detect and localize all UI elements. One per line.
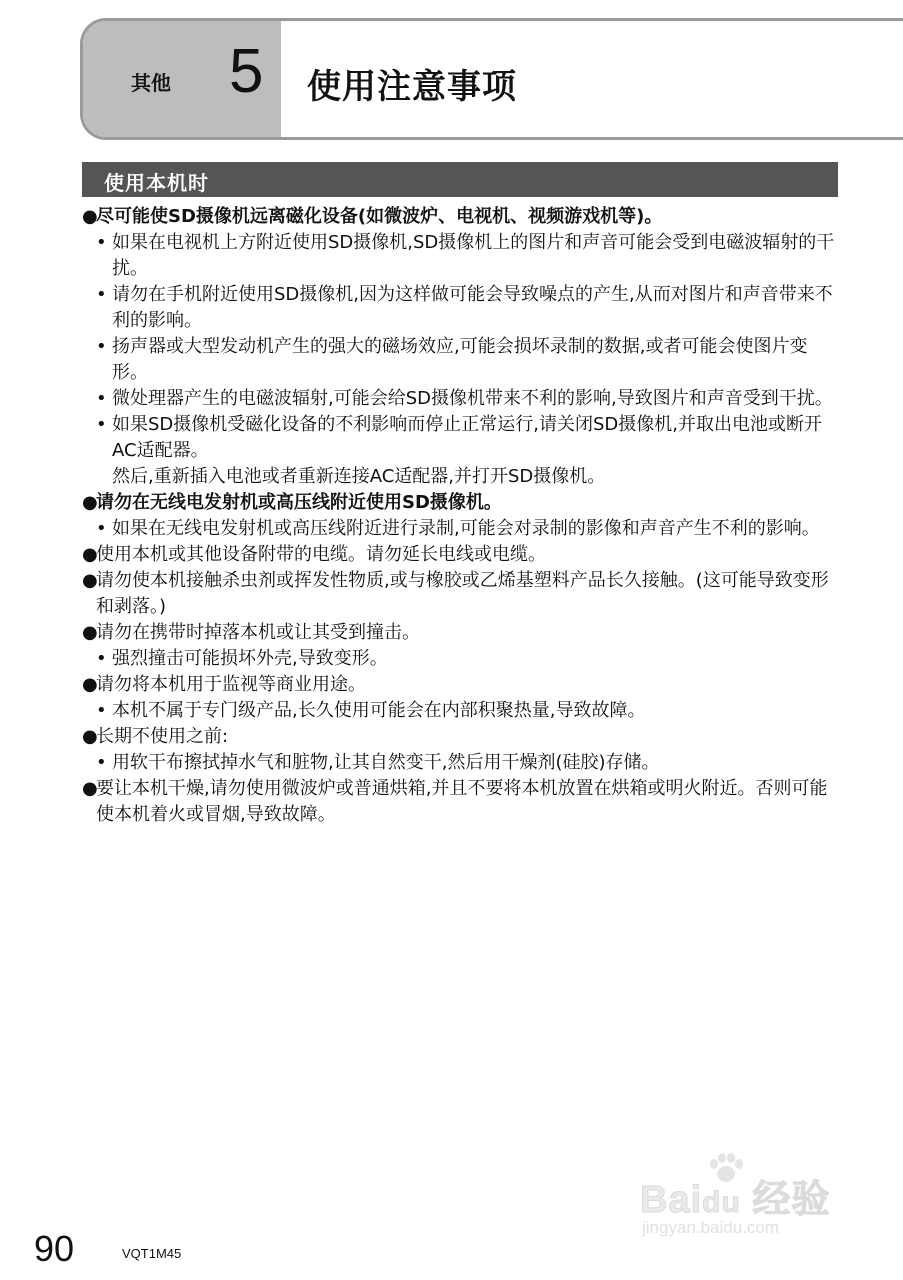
sub-point-text: 本机不属于专门级产品,长久使用可能会在内部积聚热量,导致故障。 bbox=[112, 700, 646, 721]
chapter-label: 其他 bbox=[131, 71, 171, 95]
precaution-label: 请勿在携带时掉落本机或让其受到撞击。 bbox=[96, 622, 420, 643]
precaution-item bbox=[82, 672, 842, 724]
chapter-header bbox=[80, 18, 903, 140]
precaution-label: 请勿在无线电发射机或高压线附近使用SD摄像机。 bbox=[96, 492, 502, 513]
sub-bullet-icon: • bbox=[96, 232, 107, 253]
precaution-item bbox=[82, 776, 842, 828]
sub-point-text: 请勿在手机附近使用SD摄像机,因为这样做可能会导致噪点的产生,从而对图片和声音带来不利的影响。 bbox=[112, 284, 833, 331]
chapter-number: 5 bbox=[229, 37, 264, 106]
sub-point-text: 如果在无线电发射机或高压线附近进行录制,可能会对录制的影像和声音产生不利的影响。 bbox=[112, 518, 820, 539]
sub-bullet-icon: • bbox=[96, 518, 107, 539]
sub-point bbox=[82, 750, 842, 776]
sub-bullet-icon: • bbox=[96, 700, 107, 721]
sub-bullet-icon: • bbox=[96, 648, 107, 669]
precaution-label: 尽可能使SD摄像机远离磁化设备(如微波炉、电视机、视频游戏机等)。 bbox=[96, 206, 663, 227]
precaution-item bbox=[82, 620, 842, 672]
sub-point-text: 微处理器产生的电磁波辐射,可能会给SD摄像机带来不利的影响,导致图片和声音受到干扰。 bbox=[112, 388, 833, 409]
bullet-icon: ● bbox=[82, 674, 98, 695]
note-text: 然后,重新插入电池或者重新连接AC适配器,并打开SD摄像机。 bbox=[112, 466, 606, 487]
watermark-url: jingyan.baidu.com bbox=[642, 1218, 780, 1237]
sub-point bbox=[82, 698, 842, 724]
section-heading bbox=[82, 162, 838, 197]
precaution-label: 长期不使用之前: bbox=[96, 726, 229, 747]
section-title: 使用本机时 bbox=[104, 171, 209, 195]
bullet-icon: ● bbox=[82, 726, 98, 747]
precaution-text bbox=[82, 672, 842, 698]
precaution-text bbox=[82, 620, 842, 646]
precaution-label: 要让本机干燥,请勿使用微波炉或普通烘箱,并且不要将本机放置在烘箱或明火附近。否则可能使本机着火或冒烟,导致故障。 bbox=[96, 778, 828, 825]
bullet-icon: ● bbox=[82, 544, 98, 565]
precaution-label: 请勿将本机用于监视等商业用途。 bbox=[96, 674, 366, 695]
precaution-text bbox=[82, 490, 842, 516]
precaution-item bbox=[82, 490, 842, 542]
precaution-item bbox=[82, 204, 842, 490]
bullet-icon: ● bbox=[82, 492, 98, 513]
baidu-watermark bbox=[640, 1152, 870, 1252]
sub-point bbox=[82, 230, 842, 282]
sub-bullet-icon: • bbox=[96, 414, 107, 435]
sub-point-text: 扬声器或大型发动机产生的强大的磁场效应,可能会损坏录制的数据,或者可能会使图片变形。 bbox=[112, 336, 808, 383]
paw-icon bbox=[706, 1152, 746, 1184]
sub-point-text: 如果在电视机上方附近使用SD摄像机,SD摄像机上的图片和声音可能会受到电磁波辐射的干扰。 bbox=[112, 232, 835, 279]
sub-bullet-icon: • bbox=[96, 752, 107, 773]
page-title: 使用注意事项 bbox=[307, 67, 517, 107]
document-code: VQT1M45 bbox=[122, 1246, 182, 1261]
page-number: 90 bbox=[34, 1228, 75, 1269]
precaution-item bbox=[82, 568, 842, 620]
sub-point bbox=[82, 386, 842, 412]
sub-point-text: 强烈撞击可能损坏外壳,导致变形。 bbox=[112, 648, 388, 669]
precaution-label: 请勿使本机接触杀虫剂或挥发性物质,或与橡胶或乙烯基塑料产品长久接触。(这可能导致变形和剥落。) bbox=[96, 570, 829, 617]
sub-point bbox=[82, 334, 842, 386]
sub-point bbox=[82, 516, 842, 542]
sub-point bbox=[82, 412, 842, 464]
bullet-icon: ● bbox=[82, 622, 98, 643]
precaution-label: 使用本机或其他设备附带的电缆。请勿延长电线或电缆。 bbox=[96, 544, 546, 565]
bullet-icon: ● bbox=[82, 570, 98, 591]
bullet-icon: ● bbox=[82, 206, 98, 227]
precaution-text bbox=[82, 204, 842, 230]
sub-point-text: 用软干布擦拭掉水气和脏物,让其自然变干,然后用干燥剂(硅胶)存储。 bbox=[112, 752, 660, 773]
precaution-item bbox=[82, 724, 842, 776]
precautions-list bbox=[82, 204, 842, 828]
sub-bullet-icon: • bbox=[96, 388, 107, 409]
precaution-text bbox=[82, 776, 842, 828]
precaution-text bbox=[82, 542, 842, 568]
sub-point bbox=[82, 646, 842, 672]
precaution-text bbox=[82, 568, 842, 620]
sub-bullet-icon: • bbox=[96, 336, 107, 357]
precaution-item bbox=[82, 542, 842, 568]
bullet-icon: ● bbox=[82, 778, 98, 799]
sub-point bbox=[82, 282, 842, 334]
watermark-logo: Baidu 经验 bbox=[640, 1179, 831, 1221]
precaution-text bbox=[82, 724, 842, 750]
sub-bullet-icon: • bbox=[96, 284, 107, 305]
sub-point-text: 如果SD摄像机受磁化设备的不利影响而停止正常运行,请关闭SD摄像机,并取出电池或断开AC适配器。 bbox=[112, 414, 823, 461]
